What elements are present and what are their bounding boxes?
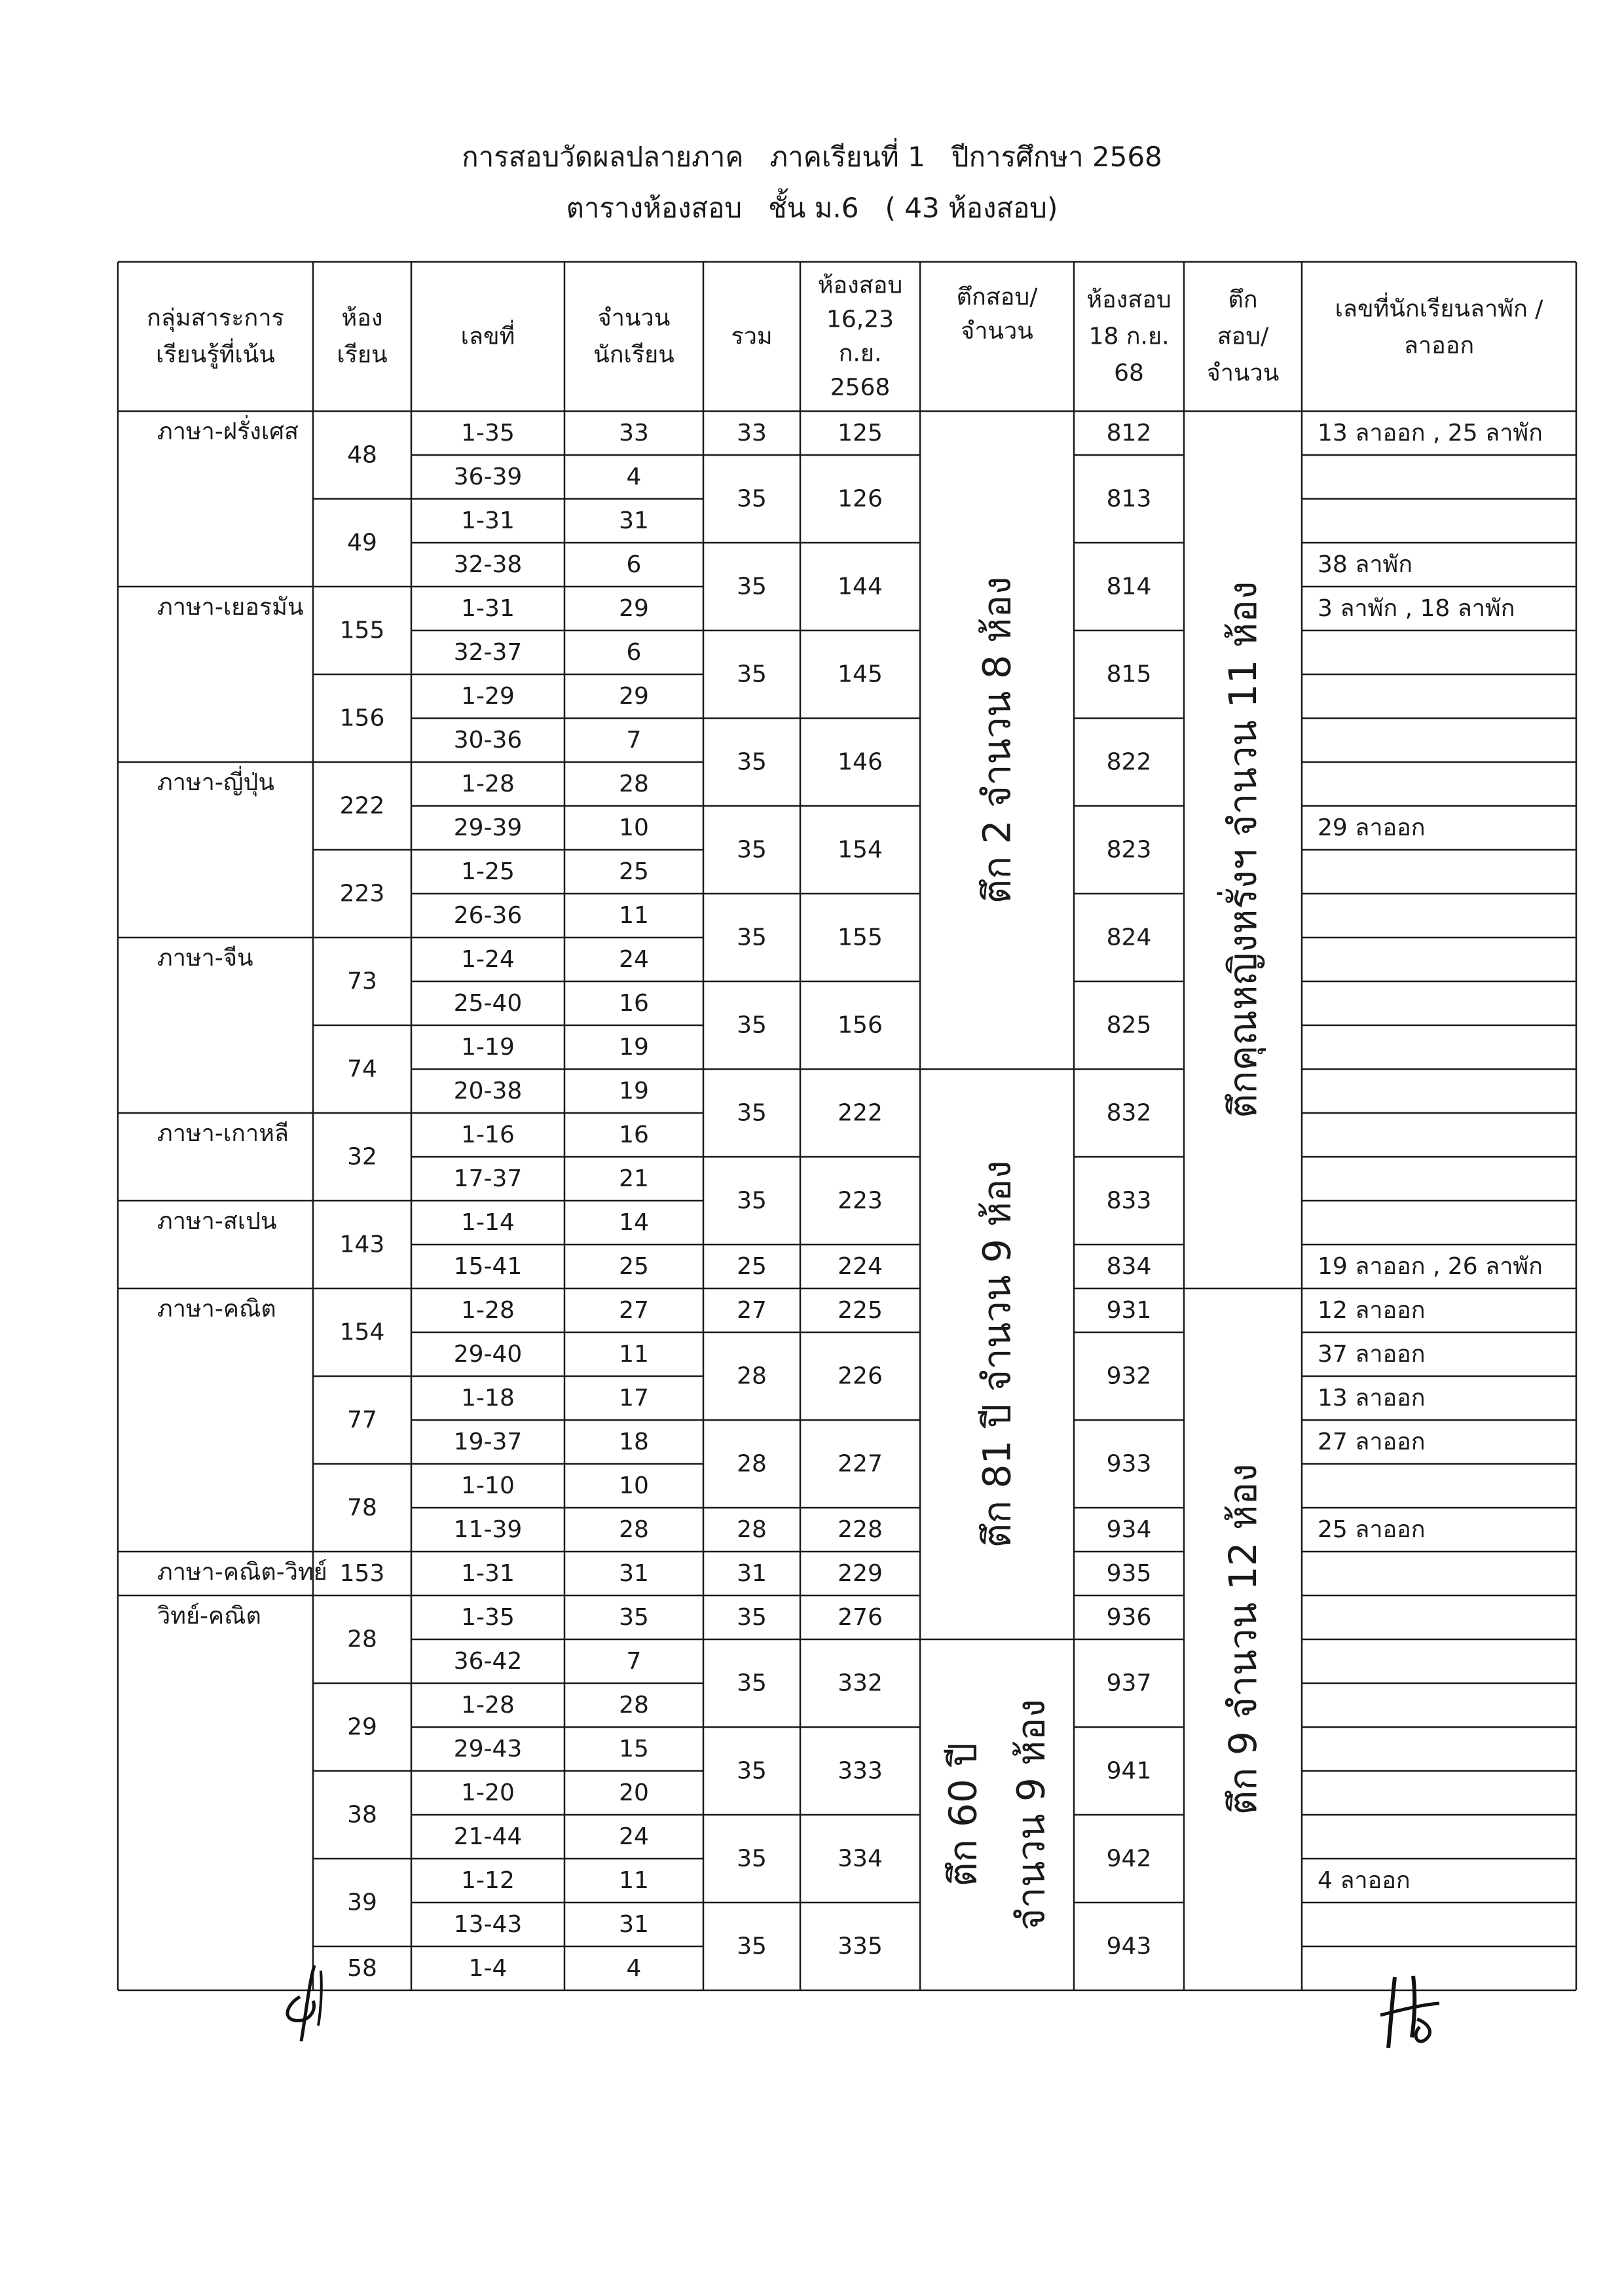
header-building-b: จำนวน <box>1206 359 1280 387</box>
program-label: ภาษา-จีน <box>157 945 253 972</box>
student-count: 25 <box>619 1253 649 1280</box>
exam-room-18: 942 <box>1106 1845 1152 1872</box>
group-total: 28 <box>737 1450 767 1478</box>
program-label: ภาษา-เยอรมัน <box>157 594 304 621</box>
student-count: 16 <box>619 990 649 1017</box>
exam-room-18: 822 <box>1106 748 1152 776</box>
exam-room-16-23: 229 <box>838 1560 883 1587</box>
student-count: 25 <box>619 858 649 885</box>
student-count: 27 <box>619 1297 649 1324</box>
student-numbers: 29-39 <box>453 814 523 841</box>
leave-note: 13 ลาออก <box>1318 1385 1426 1412</box>
student-count: 35 <box>619 1604 649 1631</box>
group-total: 35 <box>737 1669 767 1697</box>
student-numbers: 1-24 <box>461 946 515 973</box>
student-count: 19 <box>619 1078 649 1104</box>
class-number: 38 <box>347 1801 377 1829</box>
student-count: 28 <box>619 1692 649 1719</box>
student-numbers: 1-16 <box>461 1121 515 1148</box>
group-total: 35 <box>737 1933 767 1960</box>
student-count: 6 <box>626 551 642 578</box>
exam-room-18: 823 <box>1106 836 1152 864</box>
header-class: เรียน <box>337 341 388 369</box>
class-number: 223 <box>339 880 385 907</box>
student-numbers: 21-44 <box>453 1823 523 1850</box>
leave-note: 37 ลาออก <box>1318 1341 1426 1368</box>
student-count: 20 <box>619 1779 649 1806</box>
student-numbers: 1-29 <box>461 683 515 710</box>
class-number: 155 <box>339 617 385 644</box>
student-count: 24 <box>619 946 649 973</box>
student-count: 4 <box>626 464 642 490</box>
exam-room-16-23: 228 <box>838 1516 883 1543</box>
student-numbers: 29-43 <box>453 1736 523 1762</box>
student-count: 33 <box>619 420 649 446</box>
leave-note: 4 ลาออก <box>1318 1867 1411 1894</box>
header-room-18: ห้องสอบ <box>1086 286 1172 314</box>
student-count: 29 <box>619 595 649 622</box>
exam-room-16-23: 156 <box>838 1011 883 1039</box>
exam-room-16-23: 125 <box>838 420 883 446</box>
student-count: 31 <box>619 1560 649 1587</box>
student-numbers: 36-42 <box>453 1648 523 1675</box>
student-numbers: 17-37 <box>453 1165 523 1192</box>
student-numbers: 1-14 <box>461 1209 515 1236</box>
student-count: 16 <box>619 1121 649 1148</box>
student-numbers: 11-39 <box>453 1516 523 1543</box>
exam-room-18: 943 <box>1106 1933 1152 1960</box>
exam-room-16-23: 146 <box>838 748 883 776</box>
exam-room-18: 936 <box>1106 1604 1152 1631</box>
group-total: 35 <box>737 924 767 951</box>
class-number: 58 <box>347 1955 377 1982</box>
class-number: 28 <box>347 1626 377 1653</box>
header-count: จำนวน <box>597 304 671 332</box>
class-number: 29 <box>347 1713 377 1741</box>
exam-room-18: 813 <box>1106 485 1152 513</box>
exam-room-18: 935 <box>1106 1560 1152 1587</box>
exam-room-18: 812 <box>1106 420 1152 446</box>
header-numbers: เลขที่ <box>460 323 515 350</box>
header-room-16-23: 2568 <box>830 374 891 401</box>
group-total: 35 <box>737 1757 767 1785</box>
student-numbers: 32-37 <box>453 639 523 666</box>
exam-room-18: 833 <box>1106 1187 1152 1214</box>
class-number: 32 <box>347 1143 377 1171</box>
student-numbers: 1-28 <box>461 1297 515 1324</box>
student-numbers: 15-41 <box>453 1253 523 1280</box>
exam-room-18: 932 <box>1106 1362 1152 1390</box>
building-b-label: ตึกคุณหญิงหรั่งฯ จำนวน 11 ห้อง <box>1221 581 1265 1119</box>
program-label: ภาษา-คณิต-วิทย์ <box>157 1559 327 1586</box>
student-numbers: 32-38 <box>453 551 523 578</box>
exam-room-16-23: 126 <box>838 485 883 513</box>
exam-room-16-23: 226 <box>838 1362 883 1390</box>
exam-room-18: 933 <box>1106 1450 1152 1478</box>
student-numbers: 29-40 <box>453 1341 523 1368</box>
header-leave: ลาออก <box>1403 332 1475 359</box>
leave-note: 19 ลาออก , 26 ลาพัก <box>1318 1253 1543 1280</box>
header-program: กลุ่มสาระการ <box>147 304 284 332</box>
exam-room-18: 814 <box>1106 573 1152 600</box>
leave-note: 3 ลาพัก , 18 ลาพัก <box>1318 595 1515 622</box>
program-label: ภาษา-ฝรั่งเศส <box>157 418 299 445</box>
header-program: เรียนรู้ที่เน้น <box>156 341 275 369</box>
group-total: 35 <box>737 1187 767 1214</box>
student-numbers: 1-31 <box>461 1560 515 1587</box>
class-number: 39 <box>347 1889 377 1916</box>
student-numbers: 30-36 <box>453 727 523 754</box>
exam-room-18: 931 <box>1106 1297 1152 1324</box>
exam-room-18: 832 <box>1106 1099 1152 1127</box>
class-number: 154 <box>339 1319 385 1346</box>
student-count: 11 <box>619 1867 649 1894</box>
header-class: ห้อง <box>341 304 383 332</box>
exam-room-16-23: 332 <box>838 1669 883 1697</box>
student-count: 10 <box>619 1472 649 1499</box>
exam-room-16-23: 227 <box>838 1450 883 1478</box>
student-count: 28 <box>619 1516 649 1543</box>
program-label: ภาษา-เกาหลี <box>157 1120 289 1147</box>
class-number: 78 <box>347 1494 377 1522</box>
student-numbers: 1-28 <box>461 1692 515 1719</box>
building-a-label: ตึก 2 จำนวน 8 ห้อง <box>974 576 1020 904</box>
program-label: วิทย์-คณิต <box>157 1603 261 1630</box>
exam-room-18: 815 <box>1106 661 1152 688</box>
group-total: 35 <box>737 1845 767 1872</box>
header-room-16-23: 16,23 <box>826 306 895 333</box>
header-room-18: 18 ก.ย. <box>1088 323 1170 350</box>
student-numbers: 1-19 <box>461 1034 515 1061</box>
header-room-16-23: ก.ย. <box>838 340 882 367</box>
group-total: 35 <box>737 485 767 513</box>
student-count: 24 <box>619 1823 649 1850</box>
student-count: 17 <box>619 1385 649 1412</box>
exam-room-18: 941 <box>1106 1757 1152 1785</box>
header-room-16-23: ห้องสอบ <box>817 272 903 299</box>
group-total: 35 <box>737 1099 767 1127</box>
group-total: 35 <box>737 573 767 600</box>
student-count: 11 <box>619 902 649 929</box>
student-count: 7 <box>626 727 642 754</box>
student-count: 11 <box>619 1341 649 1368</box>
header-building-b: สอบ/ <box>1217 323 1269 350</box>
exam-room-16-23: 335 <box>838 1933 883 1960</box>
header-building-b: ตึก <box>1228 286 1258 314</box>
exam-room-18: 834 <box>1106 1253 1152 1280</box>
student-numbers: 1-31 <box>461 595 515 622</box>
exam-room-16-23: 222 <box>838 1099 883 1127</box>
leave-note: 13 ลาออก , 25 ลาพัก <box>1318 420 1543 446</box>
page-subtitle: ตารางห้องสอบ ชั้น ม.6 ( 43 ห้องสอบ) <box>566 192 1058 224</box>
leave-note: 25 ลาออก <box>1318 1516 1426 1543</box>
exam-room-16-23: 334 <box>838 1845 883 1872</box>
exam-room-18: 825 <box>1106 1011 1152 1039</box>
exam-room-16-23: 154 <box>838 836 883 864</box>
student-count: 31 <box>619 507 649 534</box>
class-number: 49 <box>347 529 377 556</box>
building-a-label: จำนวน 9 ห้อง <box>1008 1699 1054 1931</box>
student-numbers: 1-10 <box>461 1472 515 1499</box>
student-count: 6 <box>626 639 642 666</box>
exam-room-16-23: 223 <box>838 1187 883 1214</box>
student-count: 18 <box>619 1429 649 1455</box>
building-a-label: ตึก 81 ปี จำนวน 9 ห้อง <box>974 1160 1020 1548</box>
class-number: 48 <box>347 441 377 469</box>
page-title: การสอบวัดผลปลายภาค ภาคเรียนที่ 1 ปีการศึกษา 2568 <box>462 141 1162 173</box>
student-numbers: 13-43 <box>453 1911 523 1938</box>
exam-room-16-23: 144 <box>838 573 883 600</box>
header-total: รวม <box>731 323 773 350</box>
group-total: 25 <box>737 1253 767 1280</box>
group-total: 28 <box>737 1362 767 1390</box>
group-total: 33 <box>737 420 767 446</box>
header-leave: เลขที่นักเรียนลาพัก / <box>1335 295 1543 323</box>
student-count: 14 <box>619 1209 649 1236</box>
class-number: 222 <box>339 792 385 820</box>
student-numbers: 1-18 <box>461 1385 515 1412</box>
student-count: 10 <box>619 814 649 841</box>
group-total: 35 <box>737 661 767 688</box>
class-number: 74 <box>347 1055 377 1083</box>
class-number: 73 <box>347 968 377 995</box>
student-numbers: 1-28 <box>461 771 515 797</box>
student-numbers: 25-40 <box>453 990 523 1017</box>
header-building-a: จำนวน <box>961 318 1033 345</box>
student-numbers: 1-35 <box>461 1604 515 1631</box>
exam-room-16-23: 224 <box>838 1253 883 1280</box>
exam-room-16-23: 333 <box>838 1757 883 1785</box>
student-numbers: 1-25 <box>461 858 515 885</box>
group-total: 31 <box>737 1560 767 1587</box>
student-numbers: 1-20 <box>461 1779 515 1806</box>
header-building-a: ตึกสอบ/ <box>956 283 1038 311</box>
student-numbers: 1-31 <box>461 507 515 534</box>
header-room-18: 68 <box>1114 359 1144 387</box>
student-count: 21 <box>619 1165 649 1192</box>
student-count: 28 <box>619 771 649 797</box>
student-numbers: 20-38 <box>453 1078 523 1104</box>
leave-note: 29 ลาออก <box>1318 814 1426 841</box>
student-numbers: 1-12 <box>461 1867 515 1894</box>
exam-room-16-23: 276 <box>838 1604 883 1631</box>
exam-room-16-23: 225 <box>838 1297 883 1324</box>
group-total: 35 <box>737 836 767 864</box>
student-numbers: 1-35 <box>461 420 515 446</box>
class-number: 153 <box>339 1560 385 1587</box>
program-label: ภาษา-ญี่ปุ่น <box>157 769 275 796</box>
signature-left <box>275 1958 347 2049</box>
class-number: 143 <box>339 1231 385 1258</box>
student-numbers: 1-4 <box>468 1955 507 1982</box>
student-count: 15 <box>619 1736 649 1762</box>
student-numbers: 36-39 <box>453 464 523 490</box>
program-label: ภาษา-คณิต <box>157 1296 276 1322</box>
exam-room-16-23: 155 <box>838 924 883 951</box>
student-count: 31 <box>619 1911 649 1938</box>
student-count: 19 <box>619 1034 649 1061</box>
group-total: 35 <box>737 1604 767 1631</box>
exam-room-18: 937 <box>1106 1669 1152 1697</box>
signature-right <box>1362 1964 1454 2056</box>
header-count: นักเรียน <box>593 341 674 369</box>
exam-room-16-23: 145 <box>838 661 883 688</box>
group-total: 35 <box>737 748 767 776</box>
student-numbers: 19-37 <box>453 1429 523 1455</box>
class-number: 77 <box>347 1406 377 1434</box>
exam-room-18: 824 <box>1106 924 1152 951</box>
exam-room-18: 934 <box>1106 1516 1152 1543</box>
building-b-label: ตึก 9 จำนวน 12 ห้อง <box>1221 1463 1265 1815</box>
leave-note: 12 ลาออก <box>1318 1297 1426 1324</box>
class-number: 156 <box>339 704 385 732</box>
leave-note: 27 ลาออก <box>1318 1429 1426 1455</box>
student-count: 29 <box>619 683 649 710</box>
group-total: 28 <box>737 1516 767 1543</box>
building-a-label: ตึก 60 ปี <box>940 1742 986 1887</box>
leave-note: 38 ลาพัก <box>1318 551 1413 578</box>
student-count: 7 <box>626 1648 642 1675</box>
group-total: 27 <box>737 1297 767 1324</box>
group-total: 35 <box>737 1011 767 1039</box>
program-label: ภาษา-สเปน <box>157 1208 277 1235</box>
student-numbers: 26-36 <box>453 902 523 929</box>
student-count: 4 <box>626 1955 642 1982</box>
